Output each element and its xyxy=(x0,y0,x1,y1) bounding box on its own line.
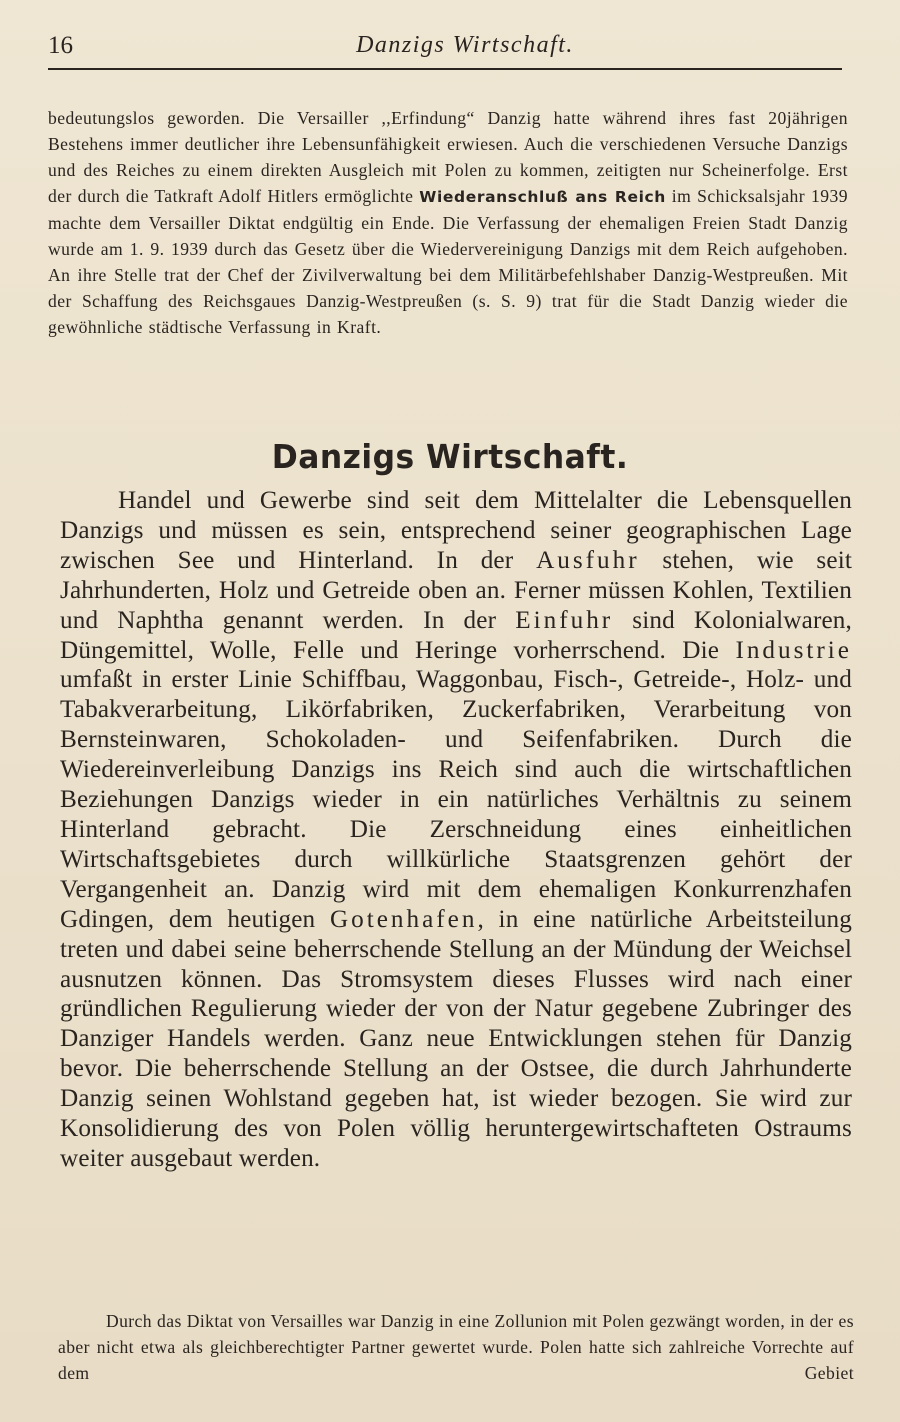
paragraph-3: Durch das Diktat von Versailles war Danzig in eine Zollunion mit Polen gezwängt worden, in der es aber nicht etwa als gleichberechtigter Partner gewertet wurde. Polen hatte sich zahlreiche Vorrechte auf dem Gebiet xyxy=(58,1311,854,1383)
paragraph-1-text-a: bedeutungslos geworden. Die Versailler ,,Erfindung“ Danzig hatte während ihres fast 20jährigen Bestehens immer deutlicher ihre Lebensunfähigkeit erwiesen. Auch die verschiedenen Versuche Danzigs und des Reiches zu einem direkten Ausgleich mit Polen zu kommen, zeitigten nur Scheinerfolge. Erst der durch die Tatkraft Adolf Hitlers ermöglichte xyxy=(48,108,848,206)
paragraph-2-text-5: , in eine natürliche Arbeitsteilung treten und dabei seine beherrschende Stellung an der Mündung der Weichsel ausnutzen können. Das Stromsystem dieses Flusses wird nach einer gründlichen Regulierung wieder der von der Natur gegebene Zubringer des Danziger Handels werden. Ganz neue Entwicklungen stehen für Danzig bevor. Die beherrschende Stellung an der Ostsee, die durch Jahrhunderte Danzig seinen Wohlstand gegeben hat, ist wieder bezogen. Sie wird zur Konsolidierung des von Polen völlig heruntergewirtschafteten Ostraums weiter ausgebaut werden. xyxy=(60,905,852,1172)
running-title: Danzigs Wirtschaft. xyxy=(356,32,574,58)
section-heading: Danzigs Wirtschaft. xyxy=(271,437,629,476)
paragraph-2 xyxy=(60,486,852,1174)
paragraph-2-text-2: stehen, wie seit Jahrhunderten, Holz und Getreide oben an. Ferner müssen Kohlen, Textilien und Naphtha genannt werden. In der xyxy=(60,546,852,634)
page-header xyxy=(48,26,842,66)
page-number: 16 xyxy=(48,32,73,59)
spaced-word-gotenhafen: Gotenhafen xyxy=(329,905,478,933)
paragraph-2-text-1: Handel und Gewerbe sind seit dem Mittelalter die Lebensquellen Danzigs und müssen es sein, entsprechend seiner geographischen Lage zwischen See und Hinterland. In der xyxy=(60,487,852,574)
header-rule xyxy=(48,68,842,70)
paragraph-1-bold-phrase: Wiederanschluß ans Reich xyxy=(419,188,666,206)
paragraph-1 xyxy=(48,105,848,425)
spaced-word-ausfuhr: Ausfuhr xyxy=(536,546,640,574)
spaced-word-einfuhr: Einfuhr xyxy=(515,606,614,634)
paragraph-2-text-3: sind Kolonialwaren, Düngemittel, Wolle, Felle und Heringe vorherrschend. Die xyxy=(60,606,853,664)
paragraph-1-text-b: im Schicksalsjahr 1939 machte dem Versailler Diktat endgültig ein Ende. Die Verfassung der ehemaligen Freien Stadt Danzig wurde am 1. 9. 1939 durch das Gesetz über die Wiedervereinigung Danzigs mit dem Reich aufgehoben. An ihre Stelle trat der Chef der Zivilverwaltung bei dem Militärbefehlshaber Danzig-Westpreußen. Mit der Schaffung des Reichsgaues Danzig-Westpreußen (s. S. 9) trat für die Stadt Danzig wieder die gewöhnliche städtische Verfassung in Kraft. xyxy=(48,186,848,337)
spaced-word-industrie: Industrie xyxy=(735,636,852,664)
paragraph-2-text-4: umfaßt in erster Linie Schiffbau, Waggonbau, Fisch-, Getreide-, Holz- und Tabakverarbeitung, Likörfabriken, Zuckerfabriken, Verarbeitung von Bernsteinwaren, Schokoladen- und Seifenfabriken. Durch die Wiedereinverleibung Danzigs ins Reich sind auch die wirtschaftlichen Beziehungen Danzigs wieder in ein natürliches Verhältnis zu seinem Hinterland gebracht. Die Zerschneidung eines einheitlichen Wirtschaftsgebietes durch willkürliche Staatsgrenzen gehört der Vergangenheit an. Danzig wird mit dem ehemaligen Konkurrenzhafen Gdingen, dem heutigen xyxy=(60,666,852,933)
